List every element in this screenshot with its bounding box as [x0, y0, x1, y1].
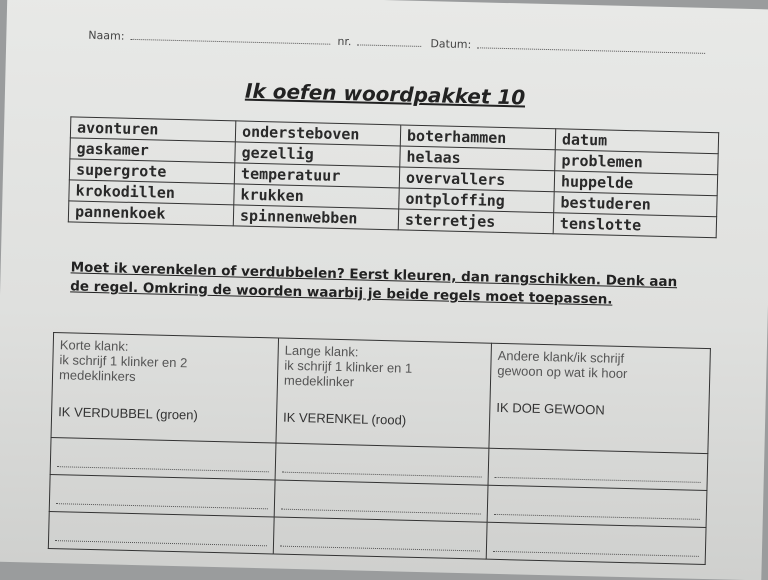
- sort-desc-long: Lange klank: ik schrijf 1 klinker en 1 medeklinker: [283, 342, 413, 390]
- header-fields: [88, 29, 705, 57]
- word-cell: avonturen: [70, 117, 235, 142]
- answer-cell[interactable]: [486, 522, 706, 564]
- answer-cell[interactable]: [273, 517, 487, 559]
- word-cell: gezellig: [235, 142, 400, 167]
- sort-column-other: [489, 343, 711, 453]
- sort-desc-short: Korte klank: ik schrijf 1 klinker en 2 medeklinkers: [58, 337, 188, 385]
- word-cell: ontploffing: [399, 188, 554, 213]
- word-cell: problemen: [555, 150, 718, 175]
- word-cell: helaas: [400, 146, 555, 171]
- word-cell: bestuderen: [554, 192, 717, 217]
- word-cell: overvallers: [399, 167, 554, 192]
- sort-action-long: IK VERENKEL (rood): [282, 409, 407, 428]
- nr-line[interactable]: [357, 36, 421, 47]
- answer-cell[interactable]: [50, 438, 276, 480]
- sort-column-short: [51, 333, 278, 443]
- word-cell: supergrote: [69, 159, 234, 184]
- word-cell: pannenkoek: [68, 201, 233, 226]
- word-cell: datum: [555, 129, 718, 154]
- sort-action-other: IK DOE GEWOON: [496, 399, 605, 418]
- word-cell: krukken: [234, 184, 399, 209]
- word-cell: ondersteboven: [235, 121, 400, 146]
- answer-cell[interactable]: [487, 485, 707, 527]
- answer-cell[interactable]: [488, 448, 708, 490]
- name-label: Naam:: [88, 28, 125, 43]
- sort-header-row: [51, 333, 710, 454]
- sort-desc-other: Andere klank/ik schrijf gewoon op wat ik hoor: [497, 347, 628, 382]
- word-cell: huppelde: [554, 171, 717, 196]
- sort-table: [48, 332, 711, 565]
- page-title: Ik oefen woordpakket 10: [244, 78, 526, 110]
- word-cell: tenslotte: [553, 213, 716, 238]
- sort-column-long: [276, 338, 492, 448]
- nr-label: nr.: [337, 34, 352, 49]
- answer-cell[interactable]: [274, 480, 488, 522]
- sort-action-short: IK VERDUBBEL (groen): [57, 404, 199, 423]
- word-cell: gaskamer: [70, 138, 235, 163]
- word-cell: krokodillen: [69, 180, 234, 205]
- date-label: Datum:: [430, 37, 472, 52]
- word-cell: boterhammen: [400, 125, 555, 150]
- word-cell: temperatuur: [234, 163, 399, 188]
- word-cell: spinnenwebben: [233, 205, 398, 230]
- name-line[interactable]: [130, 31, 330, 45]
- answer-cell[interactable]: [275, 443, 489, 485]
- word-table: [68, 116, 719, 238]
- answer-cell[interactable]: [49, 474, 275, 516]
- word-cell: sterretjes: [398, 209, 553, 234]
- date-line[interactable]: [477, 39, 705, 54]
- instructions: Moet ik verenkelen of verdubbelen? Eerst kleuren, dan rangschikken. Denk aan de regel. Omkring de woorden waarbij je beide regels moet toepassen.: [70, 259, 678, 308]
- answer-cell[interactable]: [48, 511, 274, 553]
